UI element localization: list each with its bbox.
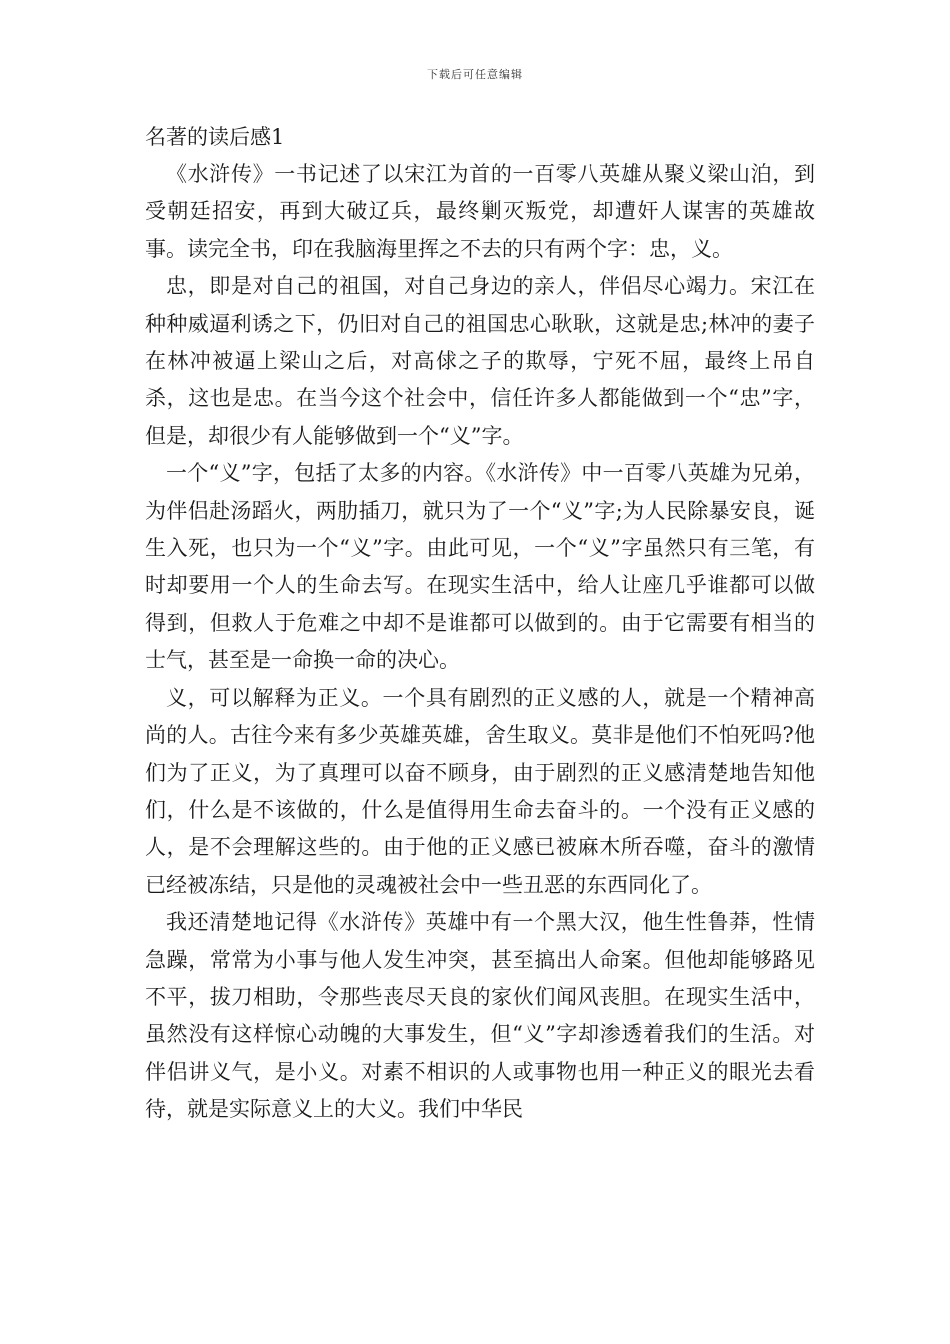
paragraph: 忠，即是对自己的祖国，对自己身边的亲人，伴侣尽心竭力。宋江在种种威逼利诱之下，仍旧对自己的祖国忠心耿耿，这就是忠;林冲的妻子在林冲被逼上梁山之后，对高俅之子的欺辱，宁死不屈，最终上吊自杀，这也是忠。在当今这个社会中，信任许多人都能做到一个“忠”字，但是，却很少有人能够做到一个“义”字。 bbox=[145, 274, 815, 448]
paragraph: 一个“义”字，包括了太多的内容。《水浒传》中一百零八英雄为兄弟，为伴侣赴汤蹈火，两肋插刀，就只为了一个“义”字;为人民除暴安良，诞生入死，也只为一个“义”字。由此可见，一个“义”字虽然只有三笔，有时却要用一个人的生命去写。在现实生活中，给人让座几乎谁都可以做得到，但救人于危难之中却不是谁都可以做到的。由于它需要有相当的士气，甚至是一命换一命的决心。 bbox=[145, 461, 815, 673]
paragraph: 义，可以解释为正义。一个具有剧烈的正义感的人，就是一个精神高尚的人。古往今来有多少英雄英雄，舍生取义。莫非是他们不怕死吗?他们为了正义，为了真理可以奋不顾身，由于剧烈的正义感清楚地告知他们，什么是不该做的，什么是值得用生命去奋斗的。一个没有正义感的人，是不会理解这些的。由于他的正义感已被麻木所吞噬，奋斗的激情已经被冻结，只是他的灵魂被社会中一些丑恶的东西同化了。 bbox=[145, 685, 815, 897]
document-body bbox=[145, 118, 815, 1129]
paragraph: 我还清楚地记得《水浒传》英雄中有一个黑大汉，他生性鲁莽，性情急躁，常常为小事与他人发生冲突，甚至搞出人命案。但他却能够路见不平，拔刀相助，令那些丧尽天良的家伙们闻风丧胆。在现实生活中，虽然没有这样惊心动魄的大事发生，但“义”字却渗透着我们的生活。对伴侣讲义气，是小义。对素不相识的人或事物也用一种正义的眼光去看待，就是实际意义上的大义。我们中华民 bbox=[145, 910, 815, 1122]
document-title: 名著的读后感1 bbox=[145, 125, 285, 149]
paragraph: 《水浒传》一书记述了以宋江为首的一百零八英雄从聚义梁山泊，到受朝廷招安，再到大破辽兵，最终剿灭叛党，却遭奸人谋害的英雄故事。读完全书，印在我脑海里挥之不去的只有两个字：忠，义。 bbox=[145, 162, 815, 261]
page-header: 下载后可任意编辑 bbox=[427, 68, 523, 81]
